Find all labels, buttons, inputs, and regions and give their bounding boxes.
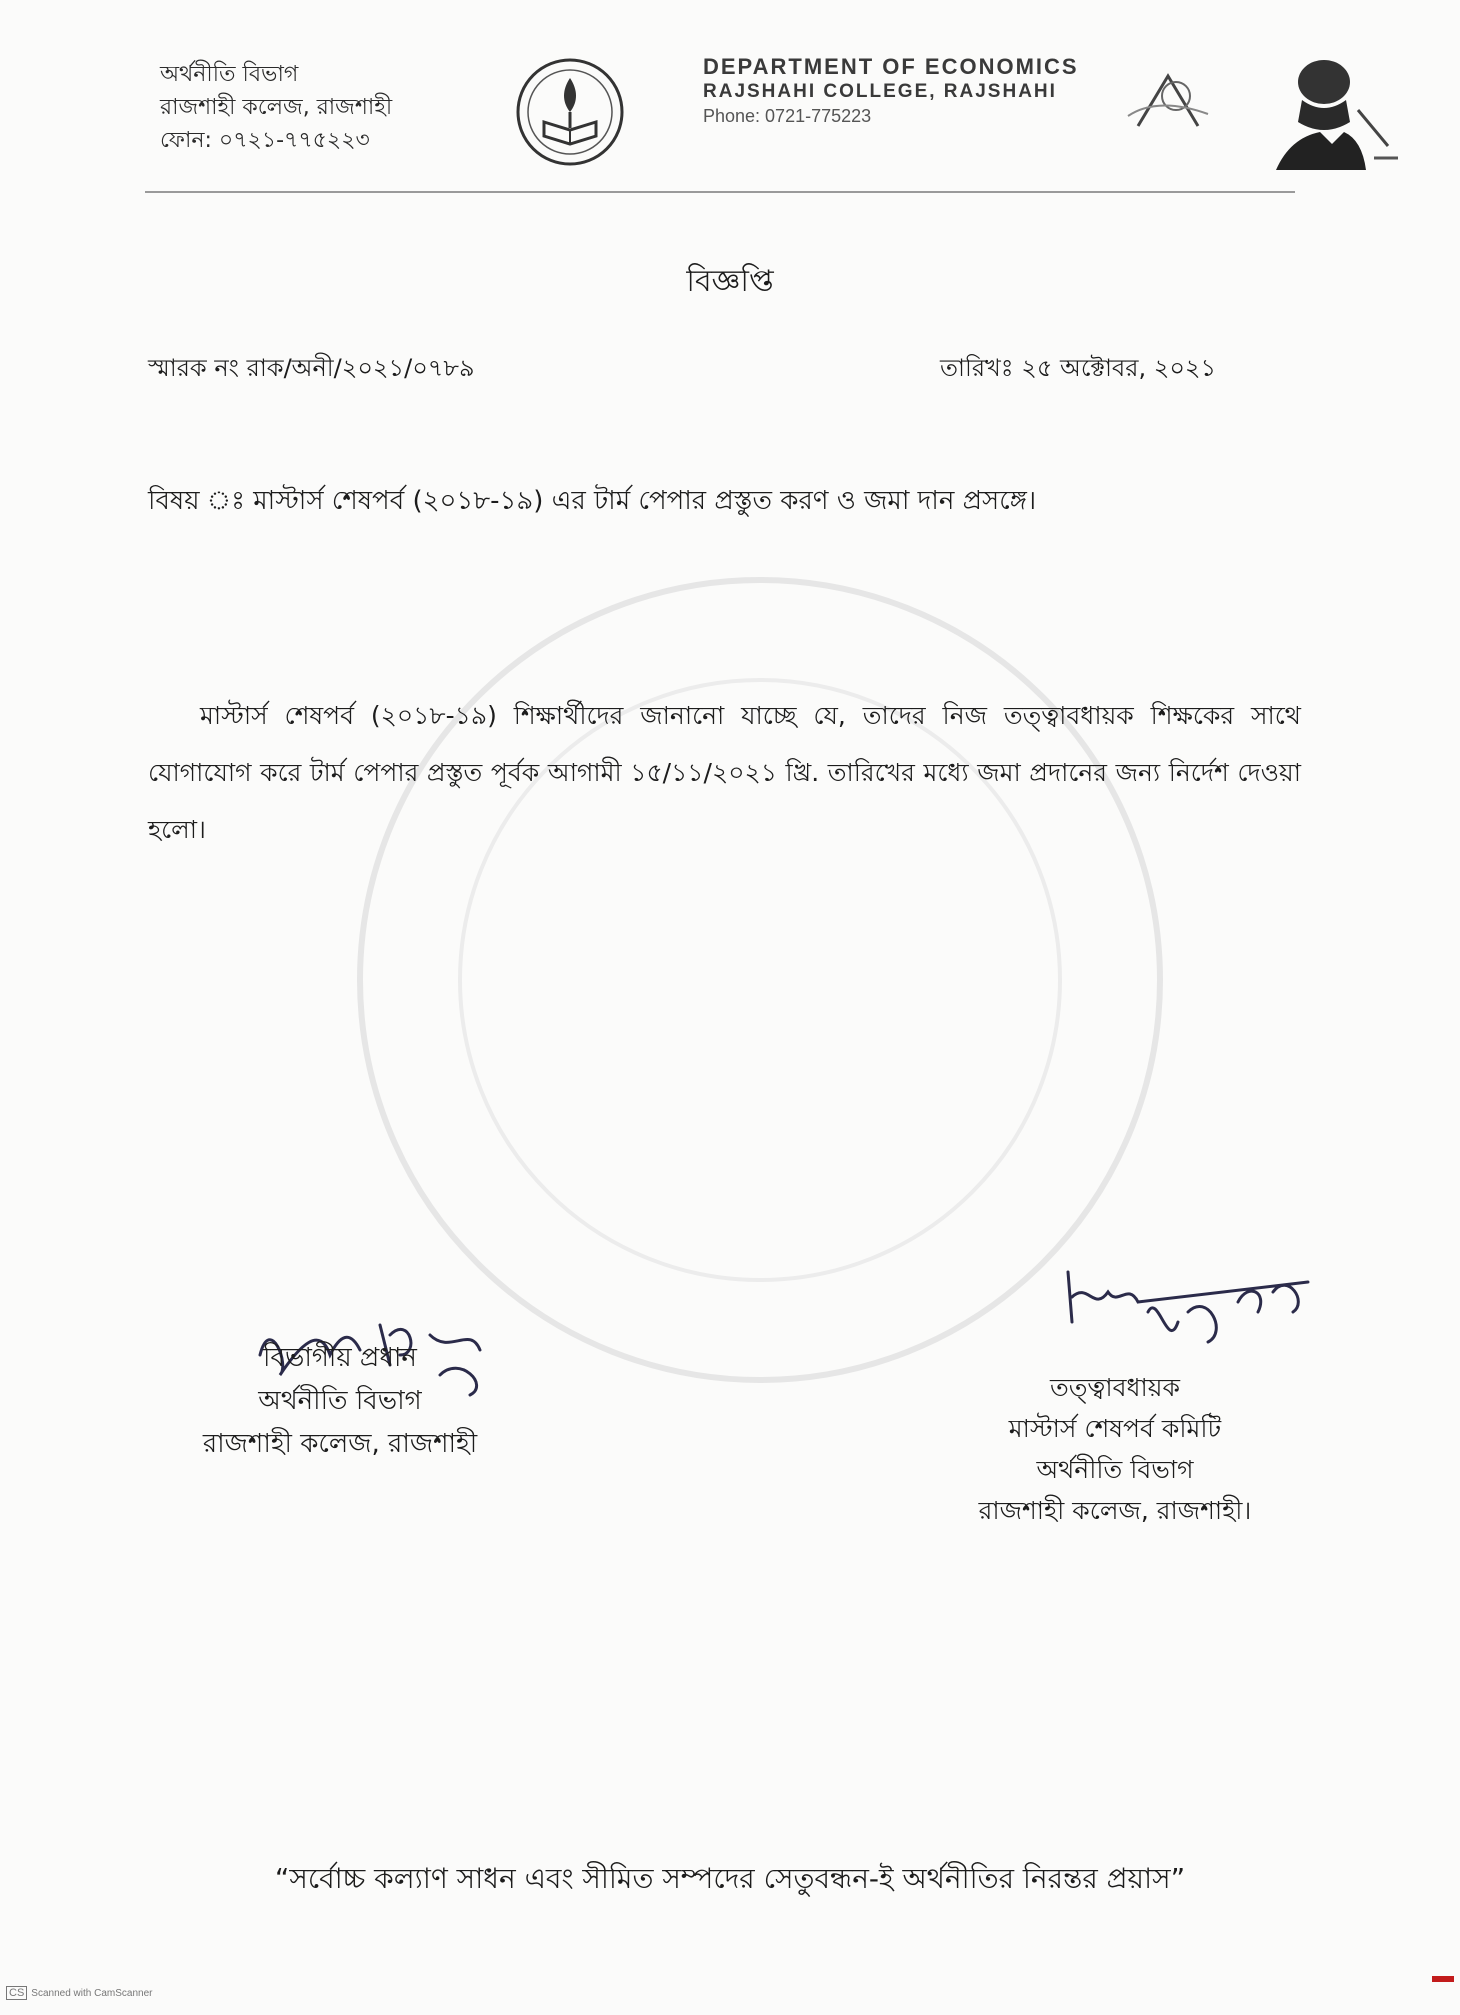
memo-number: স্মারক নং রাক/অনী/২০২১/০৭৮৯ xyxy=(148,354,475,382)
signature-left-department: অর্থনীতি বিভাগ xyxy=(258,1386,422,1416)
scanner-text: Scanned with CamScanner xyxy=(31,1988,153,1999)
header-bn-phone: ফোন: ০৭২১-৭৭৫২২৩ xyxy=(160,128,370,153)
header-divider xyxy=(145,191,1295,193)
signature-left-title: বিভাগীয় প্রধান xyxy=(263,1343,417,1373)
header-en-phone: Phone: 0721-775223 xyxy=(703,106,872,126)
signature-right-college: রাজশাহী কলেজ, রাজশাহী। xyxy=(978,1496,1252,1525)
signature-right-department: অর্থনীতি বিভাগ xyxy=(1036,1455,1194,1484)
footer-motto: “সর্বোচ্চ কল্যাণ সাধন এবং সীমিত সম্পদের সেতুবন্ধন-ই অর্থনীতির নিরন্তর প্রয়াস” xyxy=(274,1862,1186,1895)
scanner-watermark xyxy=(6,1986,152,2000)
notice-date: তারিখঃ ২৫ অক্টোবর, ২০২১ xyxy=(940,354,1217,382)
signature-right-block xyxy=(935,1367,1295,1531)
camscanner-icon: CS xyxy=(6,1986,27,2000)
notice-subject: বিষয় ঃ মাস্টার্স শেষপর্ব (২০১৮-১৯) এর টার্ম পেপার প্রস্তুত করণ ও জমা দান প্রসঙ্গে। xyxy=(148,486,1037,516)
mujib-year-logo-icon xyxy=(1118,56,1218,146)
header-bengali-address xyxy=(160,58,392,157)
header-en-college: RAJSHAHI COLLEGE, RAJSHAHI xyxy=(703,81,1057,102)
signature-left-block xyxy=(170,1337,510,1466)
red-edge-mark xyxy=(1432,1976,1454,1982)
college-emblem-icon xyxy=(514,56,626,168)
right-signature-icon xyxy=(1058,1252,1318,1362)
notice-title: বিজ্ঞপ্তি xyxy=(686,264,774,299)
header-english-address xyxy=(703,54,1079,128)
signature-right-committee: মাস্টার্স শেষপর্ব কমিটি xyxy=(1008,1414,1222,1443)
notice-body: মাস্টার্স শেষপর্ব (২০১৮-১৯) শিক্ষার্থীদের জানানো যাচ্ছে যে, তাদের নিজ তত্ত্বাবধায়ক শিক্ষকের সাথে যোগাযোগ করে টার্ম পেপার প্রস্তুত পূর্বক আগামী ১৫/১১/২০২১ খ্রি. তারিখের মধ্যে জমা প্রদানের জন্য নির্দেশ দেওয়া হলো। xyxy=(148,701,1302,844)
header-en-department: DEPARTMENT OF ECONOMICS xyxy=(703,54,1079,79)
header-bn-department: অর্থনীতি বিভাগ xyxy=(160,62,299,87)
portrait-illustration-icon xyxy=(1262,48,1402,176)
department-seal-watermark-icon xyxy=(340,560,1180,1400)
signature-right-title: তত্ত্বাবধায়ক xyxy=(1050,1373,1180,1402)
signature-left-college: রাজশাহী কলেজ, রাজশাহী xyxy=(202,1429,478,1459)
header-bn-college: রাজশাহী কলেজ, রাজশাহী xyxy=(160,95,393,120)
